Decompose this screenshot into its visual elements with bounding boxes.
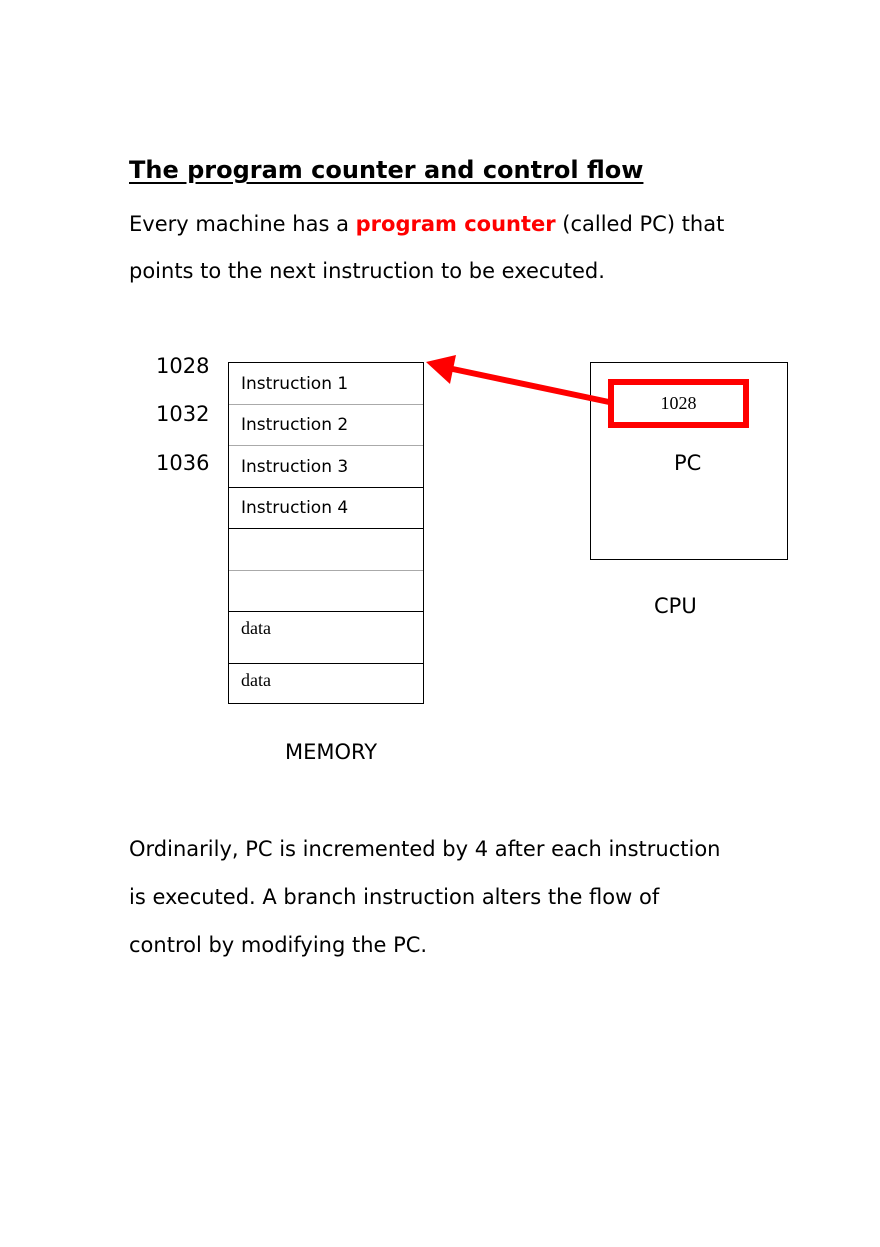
page-title: The program counter and control flow	[129, 156, 644, 184]
cpu-label: CPU	[654, 594, 697, 618]
outro-line-2: is executed. A branch instruction alters the flow of	[129, 885, 660, 909]
memory-cell-instruction-3: Instruction 3	[229, 446, 423, 488]
memory-cell-instruction-2: Instruction 2	[229, 405, 423, 446]
memory-cell-data-1: data	[229, 612, 423, 664]
intro-line-2: points to the next instruction to be executed.	[129, 259, 605, 283]
memory-cell-data-2: data	[241, 670, 271, 690]
outro-line-1: Ordinarily, PC is incremented by 4 after each instruction	[129, 837, 721, 861]
intro-text-after: (called PC) that	[555, 212, 725, 236]
program-counter-highlight: program counter	[355, 212, 556, 236]
pc-pointer-arrow-line	[448, 368, 609, 402]
memory-label: MEMORY	[285, 740, 378, 764]
memory-cell-instruction-4: Instruction 4	[229, 488, 423, 529]
memory-cell-instruction-1: Instruction 1	[229, 363, 423, 405]
address-1036: 1036	[156, 451, 210, 475]
pc-value: 1028	[660, 393, 697, 413]
intro-text-before: Every machine has a	[129, 212, 356, 236]
pc-label: PC	[674, 451, 702, 475]
pc-pointer-arrow-head	[426, 355, 456, 384]
address-1032: 1032	[156, 402, 210, 426]
outro-line-3: control by modifying the PC.	[129, 933, 428, 957]
address-1028: 1028	[156, 354, 210, 378]
